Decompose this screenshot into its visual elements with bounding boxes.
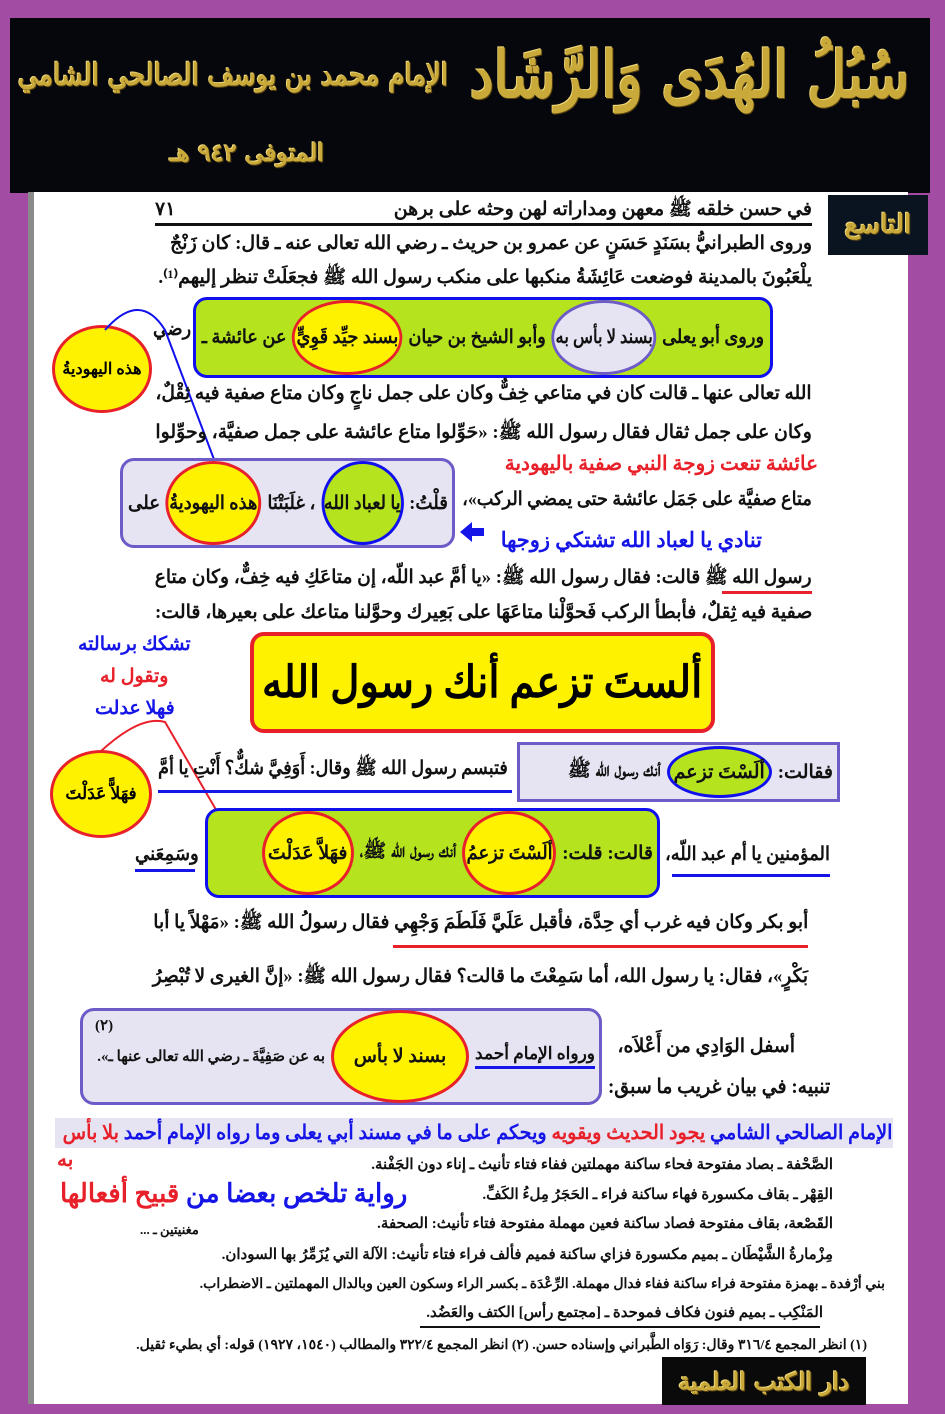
text-line: أبو بكر وكان فيه غرب أي حِدَّة، فأقبل عَلَيَّ فَلَطَمَ وَجْهِي فقال رسولُ الله ﷺ: «مَهْلاً يا أبا (152, 912, 808, 933)
highlight-box-ahmad (80, 1008, 602, 1105)
circle-alasta-tazum-2 (462, 811, 556, 895)
text-line: وروى الطبرانيُّ بسَنَدٍ حَسَنٍ عن عمرو بن حريث ـ رضي الله تعالى عنه ـ قال: كان زَنْجٌ (170, 233, 812, 254)
highlight-box-faqalat (517, 742, 840, 802)
publisher-logo (662, 1357, 866, 1405)
running-head-title: في حسن خلقه ﷺ معهن ومداراته لهن وحثه على برهن (393, 199, 812, 220)
box-text: ورواه الإمام أحمد (475, 1044, 595, 1069)
text-line: رسول الله ﷺ قالت: فقال رسول الله ﷺ: «يا أمَّ عبد اللّه، إن متاعَكِ فيه خِفٌّ، وكان متاع (155, 567, 812, 588)
annotation-red: عائشة تنعت زوجة النبي صفية باليهودية (504, 453, 818, 475)
riwaya-part: رواية تلخص بعضا من (185, 1179, 408, 1208)
footnote: (١) انظر المجمع ٣١٦/٤ وقال: رَوَاه الطَّبراني وإسناده حسن. (٢) انظر المجمع ٣٢٢/٤ والمطالب (١٥٤٠، ١٩٢٧) قوله: أي بطيء ثقيل. (136, 1338, 867, 1353)
circle-la-basa (331, 1010, 469, 1103)
text-line: أسفل الوَادِي من أَعْلاَه، (617, 1036, 795, 1057)
annotation-circle-fahalla (50, 750, 152, 838)
highlight-box-qultu (120, 458, 455, 548)
text-line: فتبسم رسول الله ﷺ وقال: أَوَفِيَّ شكٌّ؟ أَنْتِ يا أمَّ (158, 758, 508, 779)
blue-underline (135, 869, 195, 872)
box-text: فقالت: (777, 761, 833, 783)
box-text: عن عائشة ـ (201, 327, 287, 348)
circle-ya-liibad-allah (321, 461, 403, 545)
box-row (568, 745, 833, 799)
blue-underline (158, 790, 512, 793)
box-text: وروى أبو يعلى (661, 327, 764, 348)
circle-text: ألَسْتَ تزعمُ (466, 842, 553, 864)
death-date: المتوفى ٩٤٢ هـ (170, 138, 325, 167)
band-part: الإمام الصالحي الشامي (710, 1122, 893, 1144)
text-fragment: رضي (153, 319, 192, 340)
box-text: وأبو الشيخ بن حيان (408, 327, 546, 348)
band-part: به (57, 1149, 74, 1171)
box-text: قالت: قلت: (562, 842, 653, 864)
band-part: ويحكم على ما في مسند أبي يعلى وما رواه الإمام أحمد (124, 1122, 548, 1144)
glossary-line: الصَّحْفة ـ بصاد مفتوحة فحاء ساكنة مهملتين ففاء فتاء تأنيث ـ إناء دون الجَفْنة. (371, 1157, 833, 1173)
author-name: الإمام محمد بن يوسف الصالحي الشامي (18, 58, 449, 93)
box-text: قلْتُ: (409, 492, 448, 514)
box-text: أنك رسول الله ﷺ، (359, 841, 457, 862)
text-line: بَكْرٍ»، فقال: يا رسول الله، أما سَمِعْتَ ما قالت؟ فقال رسول الله ﷺ: «إنَّ الغيرى لا تُبْصِرُ (152, 966, 808, 987)
box-text: على (128, 492, 161, 514)
box-text: ، غلَبَتْنَا (267, 492, 316, 514)
circle-text: هذه اليهوديةُ (62, 361, 142, 378)
band-part: بلا بأس (63, 1122, 120, 1144)
text-line: وسَمِعَني (135, 844, 199, 865)
circle-text: يا لعباد الله (324, 492, 401, 514)
text-line: صفية فيه ثِقلٌ، فأبطأ الركب فَحوَّلْنا متاعَهَا على بَعِيرك وحوَّلنا متاعك على بعيرها، قالت: (154, 602, 812, 623)
circle-text: فهَلاَّ عَدَلْتَ (267, 842, 348, 864)
text-line: الله تعالى عنها ـ قالت كان في متاعي خِفٌّ وكان على جمل ناجٍ وكان متاع صفية فيه ثِقْلٌ، (155, 383, 812, 404)
box-row (128, 461, 448, 545)
text-line: يلْعَبُونَ بالمدينة فوضعت عَائِشَةُ منكبها على منكب رسول الله ﷺ فجعَلَتْ تنظر إليهم⁽¹⁾. (158, 267, 812, 288)
footnote-ref: (٢) (95, 1018, 114, 1034)
circle-text: ألَسْتَ تزعم (673, 761, 765, 783)
side-note: وتقول له (100, 666, 169, 687)
text-line: المؤمنين يا أم عبد اللّه، (665, 844, 830, 865)
glossary-fragment: مغنيتين ـ ... (140, 1222, 199, 1237)
box-text: به عن صَفِيَّةَ ـ رضي الله تعالى عنها ـ». (97, 1049, 326, 1065)
circle-text: فهَلاًّ عَدَلْتَ (65, 784, 137, 803)
band-part: يجود الحديث ويقويه (551, 1122, 706, 1144)
section-heading: تنبيه: في بيان غريب ما سبق: (607, 1076, 830, 1098)
circle-alasta-tazum (667, 746, 772, 798)
glossary-line: مِزْمارةُ الشَّيْطَان ـ بميم مكسورة فزاي ساكنة فميم فألف فراء فتاء تأنيث: الآلة التي يُزَمِّرُ بها السودان. (221, 1247, 833, 1263)
box-row (97, 1011, 595, 1102)
arrow-left-icon (460, 522, 484, 542)
text-line: متاع صفيَّة على جَمَل عائشة حتى يمضي الركب»، (462, 489, 812, 510)
page-number: ٧١ (155, 199, 176, 220)
circle-text: هذه اليهوديةُ (169, 492, 258, 514)
circle-text: بسند لا بأس به (555, 327, 653, 348)
glossary-line: بني أرْفدة ـ بهمزة مفتوحة فراء ساكنة ففاء فدال مهملة. الرِّعْدَة ـ بكسر الراء وسكون العين وبالدال المهملتين ـ الاضطراب. (199, 1277, 885, 1292)
circle-text: بسند جيِّد قَوِيٍّ (296, 327, 399, 348)
box-row (262, 811, 653, 895)
glossary-line: القَصْعة، بقاف مفتوحة فصاد ساكنة فعين مهملة مفتوحة فتاء تأنيث: الصحفة. (377, 1216, 833, 1232)
circle-fahalla-adalta (262, 811, 354, 895)
big-quote-box (250, 632, 715, 733)
circle-yahudiyya (166, 461, 262, 545)
glossary-line: المَنْكِب ـ بميم فنون فكاف فموحدة ـ [مجتمع رأس] الكتف والعَضُد. (426, 1305, 823, 1321)
big-quote: ألستَ تزعم أنك رسول الله (262, 658, 703, 707)
riwaya-part: قبيح أفعالها (60, 1179, 180, 1208)
text-line: وكان على جمل ثقال فقال رسول الله ﷺ: «حَوِّلوا متاع عائشة على جمل صفيَّة، وحوِّلوا (155, 422, 812, 443)
red-underline (722, 591, 812, 594)
blue-underline (672, 874, 830, 877)
circle-text: بسند لا بأس (353, 1046, 447, 1067)
book-title: سُبُلُ الهُدَى وَالرَّشَاد (470, 38, 910, 113)
red-underline (393, 945, 808, 948)
annotation-blue: تنادي يا لعباد الله تشتكي زوجها (500, 528, 762, 552)
box-text: أنك رسول الله ﷺ (567, 760, 661, 781)
side-note: فهلا عدلت (95, 698, 175, 719)
riwaya-annotation (60, 1178, 407, 1210)
footnote-rule (420, 1326, 820, 1328)
glossary-line: القِهْر ـ بقاف مكسورة فهاء ساكنة فراء ـ الحَجَرُ مِلءُ الكَفِّ. (482, 1187, 833, 1203)
highlight-box-qalat (205, 808, 660, 898)
publisher-logo-text: دار الكتب العلمية (678, 1366, 850, 1396)
volume-badge-text: التاسع (844, 210, 912, 240)
commentary-text (63, 1121, 893, 1145)
side-note: تشكك برسالته (78, 634, 191, 655)
